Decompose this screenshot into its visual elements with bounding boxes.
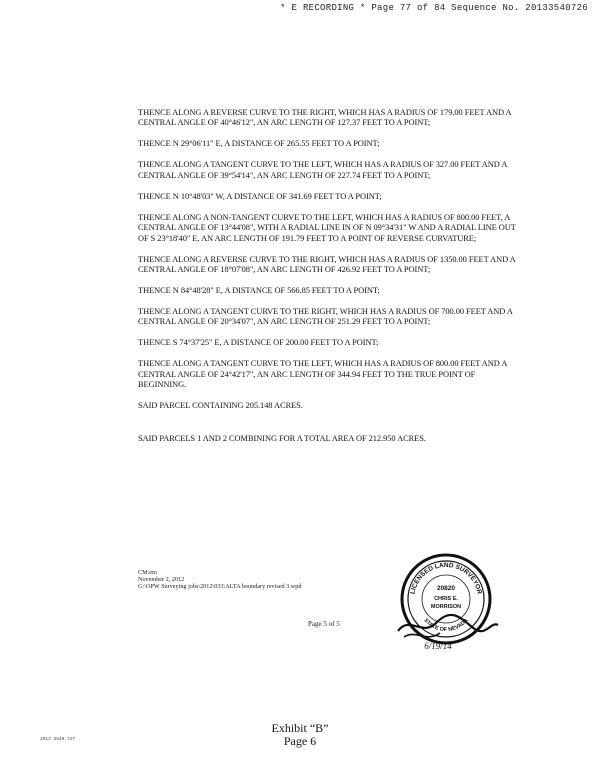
footer-reference: 2013.3540.727 (40, 737, 76, 742)
exhibit-title: Exhibit “B” (271, 721, 329, 735)
course-paragraph: THENCE ALONG A REVERSE CURVE TO THE RIGHT, WHICH HAS A RADIUS OF 179.00 FEET AND A CENTRAL ANGLE OF 40°46'12", AN ARC LENGTH OF 127.37 FEET TO A POINT; (138, 108, 512, 128)
signature-date: 6/19/14 (424, 641, 452, 651)
file-path: G:\OPW Surveying jobs\2012\033\ALTA boundary revised 3.wpd (138, 583, 302, 590)
course-paragraph: THENCE ALONG A TANGENT CURVE TO THE RIGHT, WHICH HAS A RADIUS OF 700.00 FEET AND A CENTRAL ANGLE OF 20°34'07", AN ARC LENGTH OF 251.29 FEET TO A POINT; (138, 307, 513, 327)
seal-bottom-text: STATE OF NEVADA (422, 617, 470, 634)
surveyor-seal (392, 545, 500, 653)
exhibit-label (0, 722, 600, 748)
course-paragraph: THENCE N 29°06'11" E, A DISTANCE OF 265.55 FEET TO A POINT; (138, 139, 380, 149)
legal-description (138, 108, 523, 455)
parcel-area-statement: SAID PARCEL CONTAINING 205.148 ACRES. (138, 401, 303, 411)
exhibit-page: Page 6 (283, 734, 317, 748)
course-paragraph: THENCE ALONG A REVERSE CURVE TO THE RIGHT, WHICH HAS A RADIUS OF 1350.00 FEET AND A CENTRAL ANGLE OF 18°07'08", AN ARC LENGTH OF 426.92 FEET TO A POINT; (138, 254, 516, 275)
seal-top-text: LICENSED LAND SURVEYOR (409, 561, 483, 595)
course-paragraph: THENCE S 74°37'25" E, A DISTANCE OF 200.00 FEET TO A POINT; (138, 338, 379, 348)
author-initials: CM:em (138, 569, 157, 576)
course-paragraph: THENCE N 84°48'28" E, A DISTANCE OF 566.85 FEET TO A POINT; (138, 286, 380, 296)
page-of-label: Page 5 of 5 (308, 620, 340, 628)
seal-number: 20820 (436, 585, 456, 592)
seal-icon (392, 545, 500, 653)
course-paragraph: THENCE ALONG A TANGENT CURVE TO THE LEFT, WHICH HAS A RADIUS OF 800.00 FEET AND A CENTRAL ANGLE OF 24°42'17", AN ARC LENGTH OF 344.94 FEET TO THE TRUE POINT OF BEGINNING. (138, 359, 507, 390)
course-paragraph: THENCE ALONG A TANGENT CURVE TO THE LEFT, WHICH HAS A RADIUS OF 327.00 FEET AND A CENTRAL ANGLE OF 39°54'14", AN ARC LENGTH OF 227.74 FEET TO A POINT; (138, 160, 507, 180)
total-area-statement: SAID PARCELS 1 AND 2 COMBINING FOR A TOTAL AREA OF 212.950 ACRES. (138, 433, 426, 443)
document-date: November 2, 2012 (138, 576, 185, 583)
course-paragraph: THENCE ALONG A NON-TANGENT CURVE TO THE LEFT, WHICH HAS A RADIUS OF 800.00 FEET, A CENTRAL ANGLE OF 13°44'08", WITH A RADIAL LINE IN OF N 09°34'31" W AND A RADIAL LINE OUT OF S 23°18'40" E, AN ARC LENGTH OF 191.79 FEET TO A POINT OF REVERSE CURVATURE; (138, 212, 516, 243)
seal-name-first: CHRIS E. (434, 596, 458, 602)
seal-name-last: MORRISON (430, 604, 462, 610)
course-paragraph: THENCE N 10°48'03" W, A DISTANCE OF 341.69 FEET TO A POINT; (138, 191, 382, 201)
recording-header: * E RECORDING * Page 77 of 84 Sequence No. 20133540726 (280, 3, 588, 13)
